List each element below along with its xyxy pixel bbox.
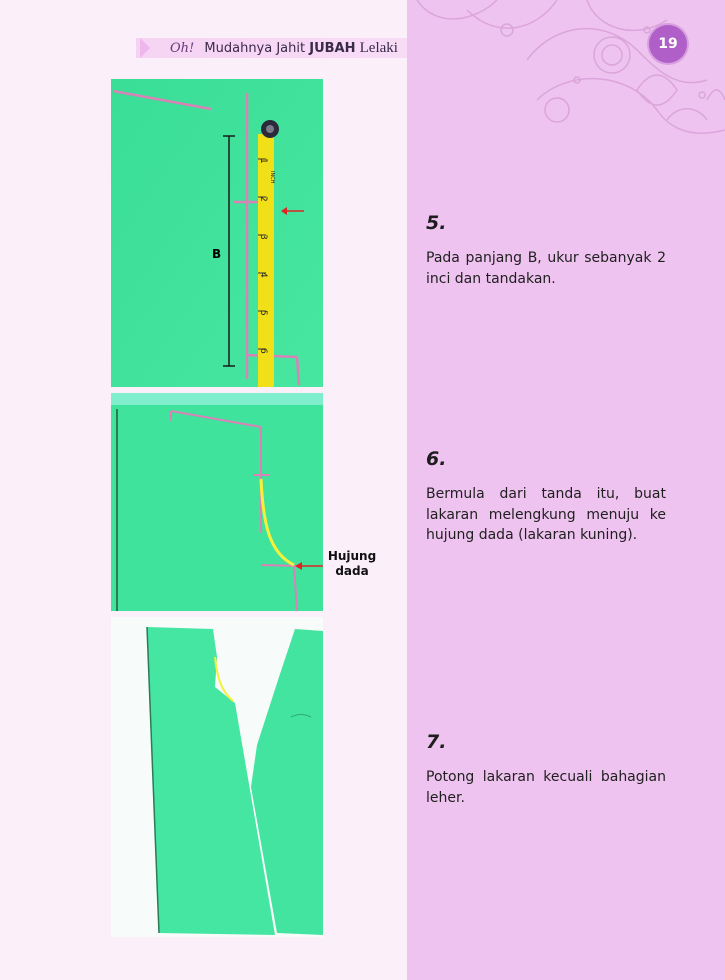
hujung-dada-label [326,549,378,579]
step-text: Potong lakaran kecuali bahagian leher. [426,769,666,806]
tape-mark-4: 4 [258,272,268,278]
photo-curve-sketch [111,393,323,611]
dada-label: dada [335,564,369,578]
step-number: 6. [426,448,447,470]
tape-mark-2: 2 [258,196,268,202]
tape-unit: INCH [269,171,275,184]
label-b: B [212,247,222,261]
header-title-part2: Lelaki [359,40,398,56]
tape-mark-5: 5 [258,310,268,316]
header-title-part1: Mudahnya Jahit [204,41,306,56]
step-text: Bermula dari tanda itu, buat lakaran melengkung menuju ke hujung dada (lakaran kuning). [426,486,666,543]
photo-measuring-tape [111,79,323,387]
step-7 [426,731,666,808]
step-text: Pada panjang B, ukur sebanyak 2 inci dan tandakan. [426,250,666,287]
header-title-bold: JUBAH [309,41,356,56]
header-oh: Oh! [170,41,195,56]
tape-mark-6: 6 [258,348,268,354]
tape-mark-3: 3 [258,234,268,240]
step-number: 5. [426,212,447,234]
hujung-label: Hujung [327,549,377,563]
page-number-badge: 19 [649,25,687,63]
photo-cut-fabric [111,617,323,937]
step-number: 7. [426,731,447,753]
floral-ornament-icon [407,0,725,150]
step-6 [426,448,666,546]
ribbon-notch [140,38,150,58]
step-5 [426,212,666,289]
running-header [170,39,398,57]
tape-mark-1: 1 [258,158,268,164]
